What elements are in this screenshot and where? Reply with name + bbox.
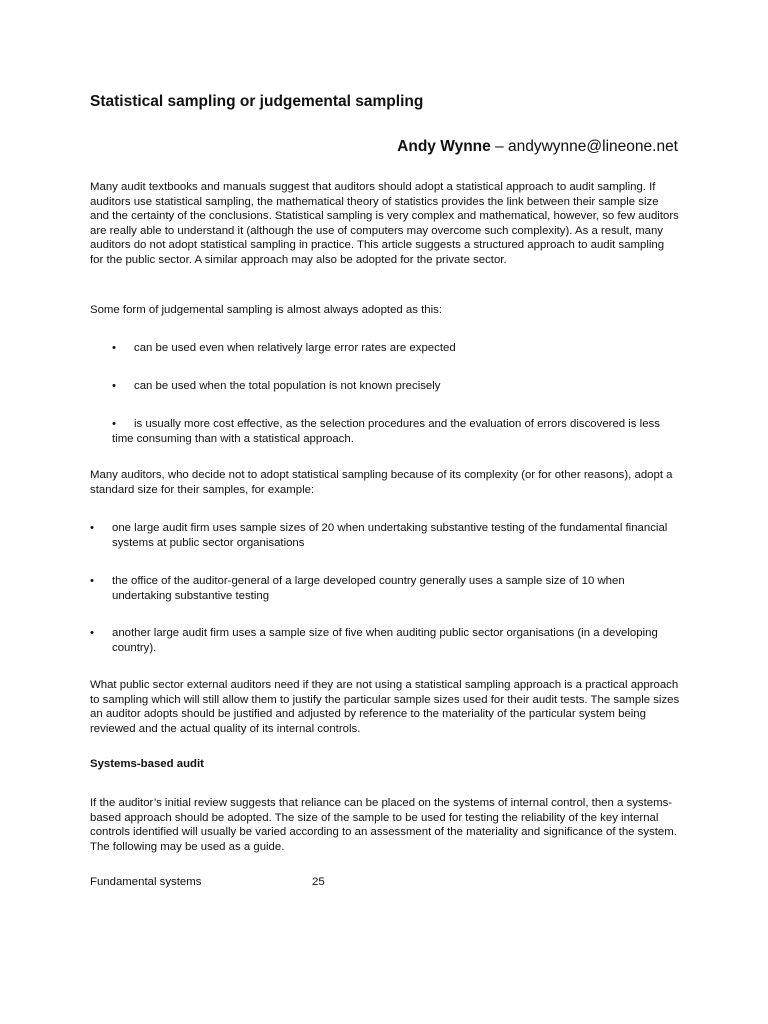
- bullet-dot: •: [90, 522, 94, 534]
- guide-table-value: 25: [312, 876, 325, 888]
- list-item: can be used when the total population is not known precisely: [134, 380, 441, 392]
- bullet-dot: •: [90, 627, 94, 639]
- author-line: [397, 138, 678, 156]
- author-name: Andy Wynne: [397, 138, 491, 155]
- judgemental-intro-paragraph: Some form of judgemental sampling is almost always adopted as this:: [90, 304, 443, 316]
- list-item: the office of the auditor-general of a large developed country generally uses a sample size of 10 when undertaking substantive testing: [112, 575, 625, 602]
- bullet-dot: •: [112, 342, 116, 354]
- list-item: can be used even when relatively large error rates are expected: [134, 342, 456, 354]
- bullet-dot: •: [90, 575, 94, 587]
- list-item: another large audit firm uses a sample size of five when auditing public sector organisations (in a developing country).: [112, 627, 658, 654]
- intro-paragraph: Many audit textbooks and manuals suggest that auditors should adopt a statistical approach to audit sampling. If auditors use statistical sampling, the mathematical theory of statistics provides the link between their sample size and the certainty of the conclusions. Statistical sampling is very complex and mathematical, however, so few auditors are really able to understand it (although the use of computers may overcome such complexity). As a result, many auditors do not adopt statistical sampling in practice. This article suggests a structured approach to audit sampling for the public sector. A similar approach may also be adopted for the private sector.: [90, 181, 679, 266]
- document-title: Statistical sampling or judgemental sampling: [90, 93, 424, 110]
- practical-approach-paragraph: What public sector external auditors need if they are not using a statistical sampling approach is a practical approach to sampling which will still allow them to justify the particular sample sizes used for their audit tests. The sample sizes an auditor adopts should be justified and adjusted by reference to the materiality of the particular system being reviewed and the actual quality of its internal controls.: [90, 679, 680, 735]
- guide-table-label: Fundamental systems: [90, 876, 202, 888]
- author-email: andywynne@lineone.net: [508, 138, 678, 155]
- list-item: one large audit firm uses sample sizes of 20 when undertaking substantive testing of the fundamental financial systems at public sector organisations: [112, 522, 668, 549]
- list-item: is usually more cost effective, as the selection procedures and the evaluation of errors discovered is less time consuming than with a statistical approach.: [112, 418, 660, 445]
- standard-size-paragraph: Many auditors, who decide not to adopt statistical sampling because of its complexity (or for other reasons), adopt a standard size for their samples, for example:: [90, 469, 673, 496]
- section-heading: Systems-based audit: [90, 758, 204, 770]
- author-separator: –: [490, 138, 508, 155]
- bullet-dot: •: [112, 380, 116, 392]
- systems-paragraph: If the auditor’s initial review suggests that reliance can be placed on the systems of internal control, then a systems-based approach should be adopted. The size of the sample to be used for testing the reliability of the key internal controls identified will usually be varied according to an assessment of the materiality and significance of the system. The following may be used as a guide.: [90, 797, 677, 853]
- bullet-dot: •: [112, 418, 116, 430]
